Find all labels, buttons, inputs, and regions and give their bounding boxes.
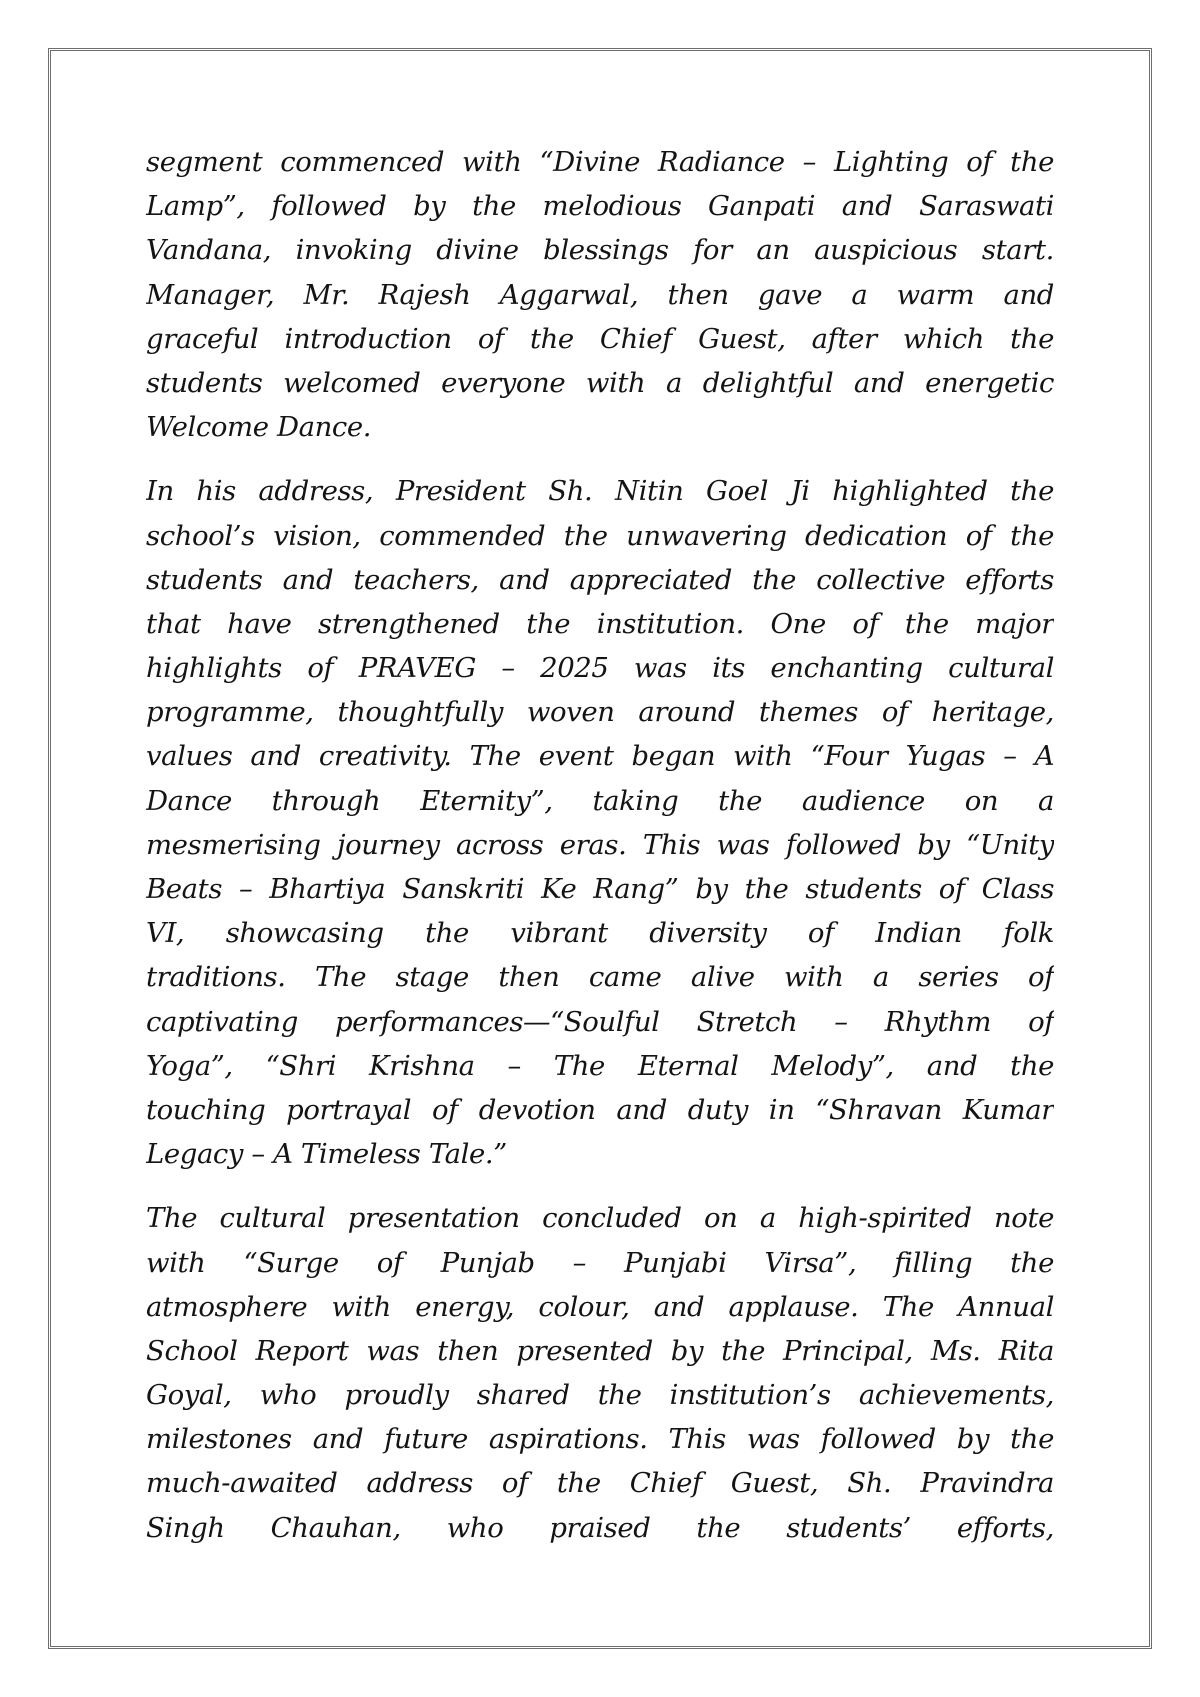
text-line: Goyal, who proudly shared the institution’s achievements,: [146, 1379, 1054, 1412]
text-line: highlights of PRAVEG – 2025 was its enchanting cultural: [146, 652, 1054, 685]
text-line: much-awaited address of the Chief Guest, Sh. Pravindra: [146, 1467, 1054, 1500]
text-line: segment commenced with “Divine Radiance – Lighting of the: [146, 146, 1054, 178]
text-line: captivating performances—“Soulful Stretch – Rhythm of: [146, 1005, 1054, 1038]
text-line: traditions. The stage then came alive with a series of: [146, 961, 1054, 994]
document-body: [146, 140, 1054, 1570]
text-line: that have strengthened the institution. One of the major: [146, 607, 1054, 640]
text-line: atmosphere with energy, colour, and applause. The Annual: [146, 1290, 1054, 1323]
text-line: graceful introduction of the Chief Guest, after which the: [146, 322, 1054, 355]
paragraph-1: [146, 140, 1054, 449]
text-line: touching portrayal of devotion and duty in “Shravan Kumar: [146, 1093, 1054, 1126]
text-line: with “Surge of Punjab – Punjabi Virsa”, filling the: [146, 1246, 1054, 1279]
text-line: students and teachers, and appreciated the collective efforts: [146, 563, 1054, 596]
text-line: Lamp”, followed by the melodious Ganpati and Saraswati: [146, 190, 1054, 223]
text-line: Dance through Eternity”, taking the audience on a: [146, 784, 1054, 817]
text-line: VI, showcasing the vibrant diversity of Indian folk: [146, 917, 1054, 950]
paragraph-3: [146, 1196, 1054, 1550]
text-line: Vandana, invoking divine blessings for an auspicious start.: [146, 234, 1054, 267]
text-line: programme, thoughtfully woven around themes of heritage,: [146, 696, 1054, 729]
text-line: Manager, Mr. Rajesh Aggarwal, then gave a warm and: [146, 278, 1054, 311]
text-line: School Report was then presented by the Principal, Ms. Rita: [146, 1334, 1054, 1367]
paragraph-2: [146, 469, 1054, 1176]
text-line: mesmerising journey across eras. This was followed by “Unity: [146, 828, 1054, 861]
text-line: The cultural presentation concluded on a high-spirited note: [146, 1202, 1054, 1235]
text-line: Legacy – A Timeless Tale.”: [146, 1138, 507, 1171]
text-line: In his address, President Sh. Nitin Goel Ji highlighted the: [146, 475, 1054, 508]
text-line: values and creativity. The event began with “Four Yugas – A: [146, 740, 1054, 773]
text-line: milestones and future aspirations. This was followed by the: [146, 1423, 1054, 1456]
text-line: students welcomed everyone with a delightful and energetic: [146, 366, 1054, 399]
text-line: school’s vision, commended the unwavering dedication of the: [146, 519, 1054, 552]
text-line: Singh Chauhan, who praised the students’ efforts,: [146, 1511, 1054, 1544]
text-line: Welcome Dance.: [146, 411, 372, 444]
text-line: Beats – Bhartiya Sanskriti Ke Rang” by the students of Class: [146, 873, 1054, 905]
text-line: Yoga”, “Shri Krishna – The Eternal Melody”, and the: [146, 1049, 1054, 1082]
